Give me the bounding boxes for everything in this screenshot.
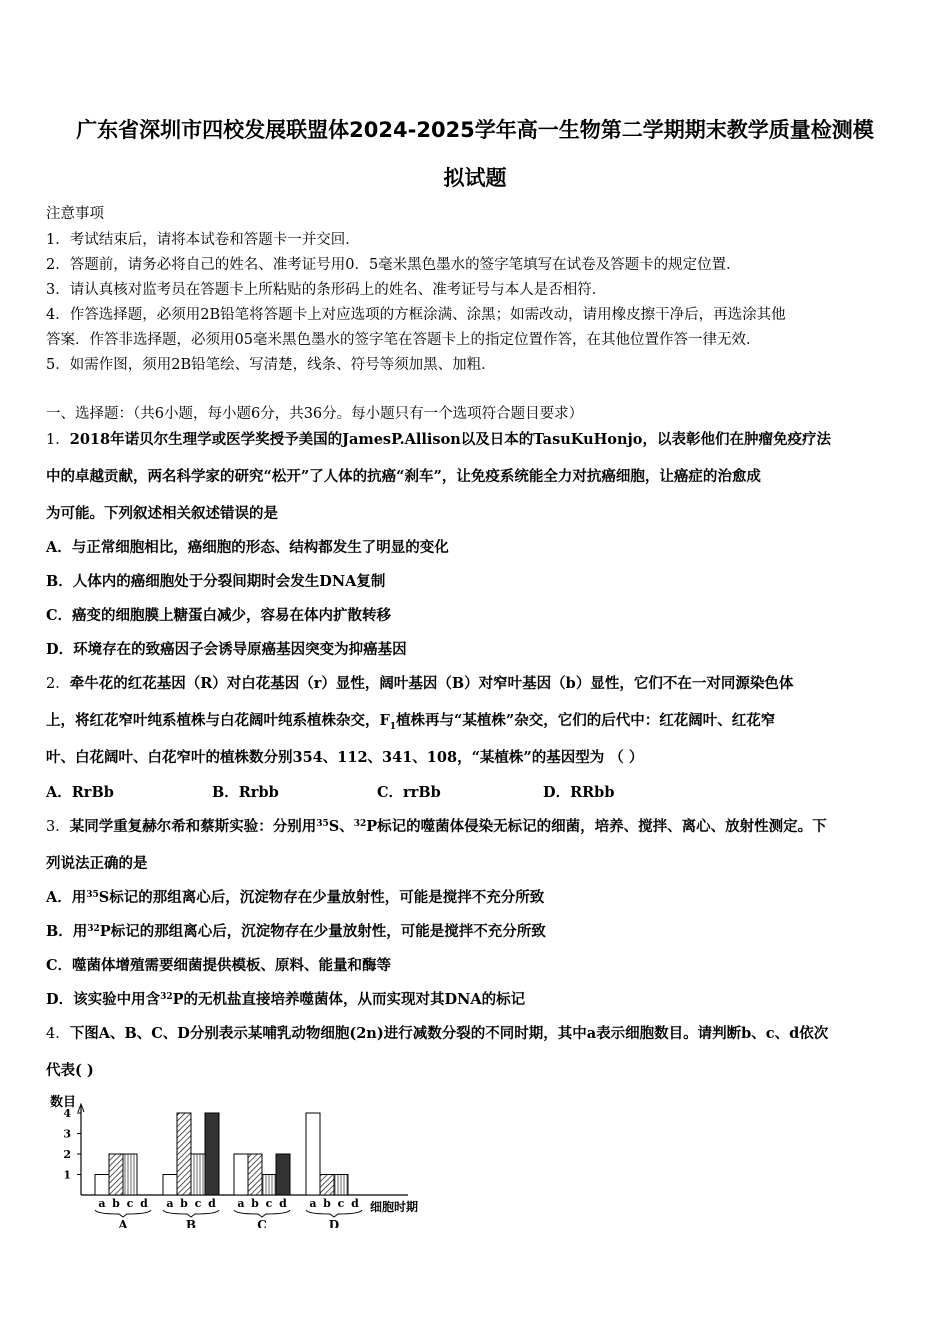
question-3-option-b: B．用$^{32}$P标记的那组离心后，沉淀物存在少量放射性，可能是搅拌不充分所致 [46, 923, 546, 940]
bar-letter-label: d [140, 1197, 148, 1210]
notice-item-1: 1．考试结束后，请将本试卷和答题卡一并交回． [46, 232, 360, 248]
question-1-line-2: 中的卓越贡献，两名科学家的研究“松开”了人体的抗癌“刹车”，让免疫系统能全力对抗癌细胞，让癌症的治愈成 [46, 468, 761, 485]
group-label: A [118, 1218, 128, 1228]
notice-item-5: 5．如需作图，须用2B铅笔绘、写清楚，线条、符号等须加黑、加粗． [46, 357, 496, 373]
group-label: B [185, 1218, 197, 1228]
y-tick-label: 1 [63, 1168, 71, 1182]
question-3-option-c: C．噬菌体增殖需要细菌提供模板、原料、能量和酶等 [46, 957, 392, 974]
bar [334, 1175, 348, 1196]
bar-letter-label: a [309, 1197, 317, 1210]
question-2-option-c: C．rrBb [377, 784, 441, 801]
question-2-option-a: A．RrBb [46, 784, 114, 801]
group-brace [95, 1210, 151, 1217]
bar [123, 1154, 137, 1195]
notice-item-4: 4．作答选择题，必须用2B铅笔将答题卡上对应选项的方框涂满、涂黑；如需改动，请用橡皮擦干净后，再选涂其他 [46, 307, 786, 323]
bar [177, 1113, 191, 1195]
y-tick-label: 4 [63, 1107, 71, 1120]
question-1-option-c: C．癌变的细胞膜上糖蛋白减少，容易在体内扩散转移 [46, 607, 392, 624]
bar [320, 1175, 334, 1196]
question-1-option-d: D．环境存在的致癌因子会诱导原癌基因突变为抑癌基因 [46, 641, 407, 658]
question-2-line-2: 上，将红花窄叶纯系植株与白花阔叶纯系植株杂交，$F_1$植株再与“某植株”杂交，它们的后代中：红花阔叶、红花窄 [46, 712, 776, 732]
bar [95, 1175, 109, 1196]
question-1-line-3: 为可能。下列叙述相关叙述错误的是 [46, 505, 278, 522]
bar-letter-label: b [112, 1197, 120, 1210]
bar-letter-label: a [98, 1197, 106, 1210]
question-2-option-b: B．Rrbb [212, 784, 279, 801]
notice-item-2: 2．答题前，请务必将自己的姓名、准考证号用0．5毫米黑色墨水的签字笔填写在试卷及答题卡的规定位置． [46, 257, 741, 273]
y-tick-label: 3 [63, 1127, 71, 1141]
notice-item-3: 3．请认真核对监考员在答题卡上所粘贴的条形码上的姓名、准考证号与本人是否相符． [46, 282, 607, 298]
x-axis-label: 细胞时期 [370, 1200, 419, 1214]
bar-letter-label: b [323, 1197, 331, 1210]
bar [191, 1154, 205, 1195]
question-3-option-a: A．用$^{35}$S标记的那组离心后，沉淀物存在少量放射性，可能是搅拌不充分所致 [46, 889, 545, 906]
bar-letter-label: c [337, 1197, 345, 1210]
bar [262, 1175, 276, 1196]
notice-item-4-cont: 答案．作答非选择题，必须用05毫米黑色墨水的签字笔在答题卡上的指定位置作答，在其他位置作答一律无效． [46, 332, 761, 348]
notice-heading: 注意事项 [46, 206, 104, 222]
bar-letter-label: c [265, 1197, 273, 1210]
section-heading: 一、选择题：（共6小题，每小题6分，共36分。每小题只有一个选项符合题目要求） [46, 406, 584, 422]
page-title-line-2: 拟试题 [443, 166, 507, 190]
group-label: D [328, 1218, 340, 1228]
question-2-line-3: 叶、白花阔叶、白花窄叶的植株数分别354、112、341、108，“某植株”的基因型为 （ ） [46, 749, 644, 766]
bar-letter-label: b [180, 1197, 188, 1210]
bar-letter-label: a [237, 1197, 245, 1210]
question-3-line-1: 3．某同学重复赫尔希和蔡斯实验：分别用$^{35}$S、$^{32}$P标记的噬菌体侵染无标记的细菌，培养、搅拌、离心、放射性测定。下 [46, 818, 827, 835]
group-brace [234, 1210, 290, 1217]
group-brace [163, 1210, 219, 1217]
bar [109, 1154, 123, 1195]
bar [306, 1113, 320, 1195]
question-3-option-d: D．该实验中用含$^{32}$P的无机盐直接培养噬菌体，从而实现对其DNA的标记 [46, 991, 526, 1008]
bar [163, 1175, 177, 1196]
bar-chart [40, 1088, 460, 1228]
group-brace [306, 1210, 362, 1217]
bar-letter-label: d [351, 1197, 359, 1210]
question-1-option-b: B．人体内的癌细胞处于分裂间期时会发生DNA复制 [46, 573, 386, 590]
page-title-line-1: 广东省深圳市四校发展联盟体2024-2025学年高一生物第二学期期末教学质量检测模 [76, 118, 874, 142]
bar-letter-label: d [279, 1197, 287, 1210]
y-axis-label: 数目 [50, 1095, 77, 1110]
bar [248, 1154, 262, 1195]
question-1-option-a: A．与正常细胞相比，癌细胞的形态、结构都发生了明显的变化 [46, 539, 449, 556]
question-4-line-1: 4．下图A、B、C、D分别表示某哺乳动物细胞(2n)进行减数分裂的不同时期，其中a表示细胞数目。请判断b、c、d依次 [46, 1025, 829, 1042]
question-3-line-2: 列说法正确的是 [46, 855, 148, 872]
bar-letter-label: b [251, 1197, 259, 1210]
question-2-option-d: D．RRbb [543, 784, 615, 801]
bar-letter-label: d [208, 1197, 216, 1210]
bar [205, 1113, 219, 1195]
bar [234, 1154, 248, 1195]
y-tick-label: 2 [63, 1148, 71, 1161]
bar-letter-label: a [166, 1197, 174, 1210]
group-label: C [257, 1218, 267, 1228]
question-4-line-2: 代表( ) [46, 1062, 94, 1079]
bar-letter-label: c [126, 1197, 134, 1210]
question-1-line-1: 1．2018年诺贝尔生理学或医学奖授予美国的JamesP.Allison以及日本的TasuKuHonjo，以表彰他们在肿瘤免疫疗法 [46, 431, 831, 448]
bar [276, 1154, 290, 1195]
bar-letter-label: c [194, 1197, 202, 1210]
question-2-line-1: 2．牵牛花的红花基因（R）对白花基因（r）显性，阔叶基因（B）对窄叶基因（b）显性，它们不在一对同源染色体 [46, 675, 794, 692]
